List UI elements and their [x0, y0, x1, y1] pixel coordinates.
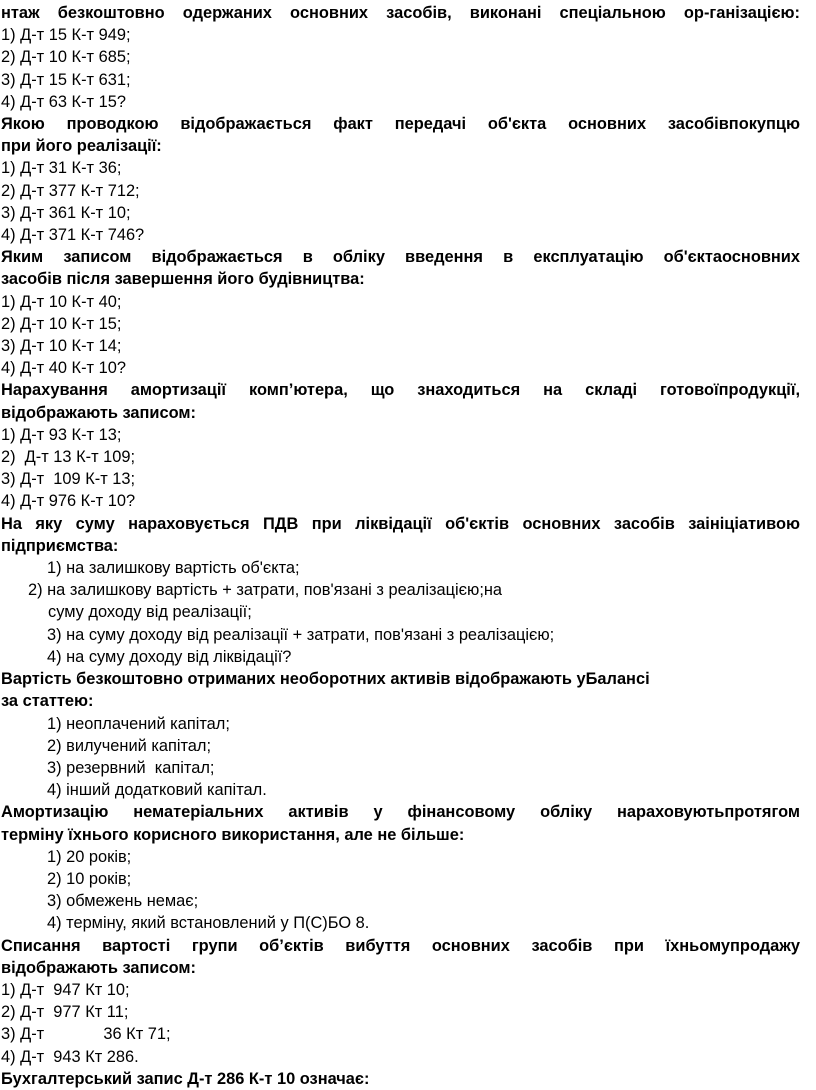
question-line: підприємства: [1, 536, 119, 555]
question-line: Нарахування амортизації комп’ютера, що знаходиться на складі готовоїпродукції, [1, 381, 800, 400]
option: 2) вилучений капітал; [47, 736, 212, 755]
option: 2) на залишкову вартість + затрати, пов'язані з реалізацією;на [28, 581, 503, 600]
option-continuation: суму доходу від реалізації; [48, 603, 252, 622]
option: 2) Д-т 10 К-т 685; [1, 48, 131, 67]
option: 1) 20 років; [47, 847, 132, 866]
option: 4) Д-т 943 Кт 286. [1, 1047, 139, 1066]
option: 3) Д-т 10 К-т 14; [1, 337, 122, 356]
question-3 [0, 246, 816, 290]
option: 1) Д-т 15 К-т 949; [1, 26, 131, 45]
question-line: відображають записом: [1, 958, 196, 977]
option: 3) обмежень немає; [47, 892, 199, 911]
option: 1) Д-т 947 Кт 10; [1, 980, 130, 999]
question-line: нтаж безкоштовно одержаних основних засобів, виконані спеціальною ор-ганізацією: [1, 4, 800, 22]
option: 3) Д-т 15 К-т 631; [1, 70, 131, 89]
option: 4) Д-т 371 К-т 746? [1, 226, 145, 245]
option: 3) Д-т 361 К-т 10; [1, 203, 131, 222]
option: 2) Д-т 13 К-т 109; [1, 448, 136, 467]
option: 1) Д-т 93 К-т 13; [1, 425, 122, 444]
option: 1) неоплачений капітал; [47, 714, 230, 733]
option: 3) на суму доходу від реалізації + затрати, пов'язані з реалізацією; [47, 625, 555, 644]
question-line: за статтею: [1, 692, 94, 711]
question-7 [0, 801, 816, 845]
question-line: На яку суму нараховується ПДВ при ліквідації об'єктів основних засобів заініціативою [1, 514, 800, 533]
option: 3) резервний капітал; [47, 758, 215, 777]
option: 1) Д-т 10 К-т 40; [1, 292, 122, 311]
question-1 [0, 2, 816, 24]
question-line: терміну їхнього корисного використання, але не більше: [1, 825, 465, 844]
option: 3) Д-т 36 Кт 71; [1, 1025, 171, 1044]
question-2 [0, 113, 816, 157]
option: 2) Д-т 377 К-т 712; [1, 181, 140, 200]
question-line: Яким записом відображається в обліку введення в експлуатацію об'єктаосновних [1, 248, 800, 267]
option: 2) Д-т 10 К-т 15; [1, 314, 122, 333]
option: 4) на суму доходу від ліквідації? [47, 647, 292, 666]
question-line: засобів після завершення його будівництва: [1, 270, 365, 289]
option: 1) Д-т 31 К-т 36; [1, 159, 122, 178]
question-line: Списання вартості групи об’єктів вибуття основних засобів при їхньомупродажу [1, 936, 800, 955]
option: 2) Д-т 977 Кт 11; [1, 1003, 129, 1022]
document-page [0, 2, 816, 1090]
question-line: при його реалізації: [1, 137, 162, 156]
question-line: відображають записом: [1, 403, 196, 422]
option: 4) терміну, який встановлений у П(С)БО 8. [47, 914, 370, 933]
option: 3) Д-т 109 К-т 13; [1, 470, 136, 489]
option: 2) 10 років; [47, 869, 132, 888]
question-5 [0, 513, 816, 557]
option: 4) Д-т 63 К-т 15? [1, 92, 126, 111]
question-line: Вартість безкоштовно отриманих необоротних активів відображають уБалансі [1, 670, 650, 689]
question-line: Бухгалтерський запис Д-т 286 К-т 10 означає: [1, 1069, 370, 1088]
question-9 [0, 1068, 816, 1090]
question-line: Амортизацію нематеріальних активів у фінансовому обліку нараховуютьпротягом [1, 803, 800, 822]
option: 1) на залишкову вартість об'єкта; [47, 559, 300, 578]
option: 4) інший додатковий капітал. [47, 781, 267, 800]
option: 4) Д-т 976 К-т 10? [1, 492, 136, 511]
question-4 [0, 379, 816, 423]
question-6 [0, 668, 816, 712]
question-8 [0, 935, 816, 979]
question-line: Якою проводкою відображається факт передачі об'єкта основних засобівпокупцю [1, 115, 800, 134]
option: 4) Д-т 40 К-т 10? [1, 359, 126, 378]
